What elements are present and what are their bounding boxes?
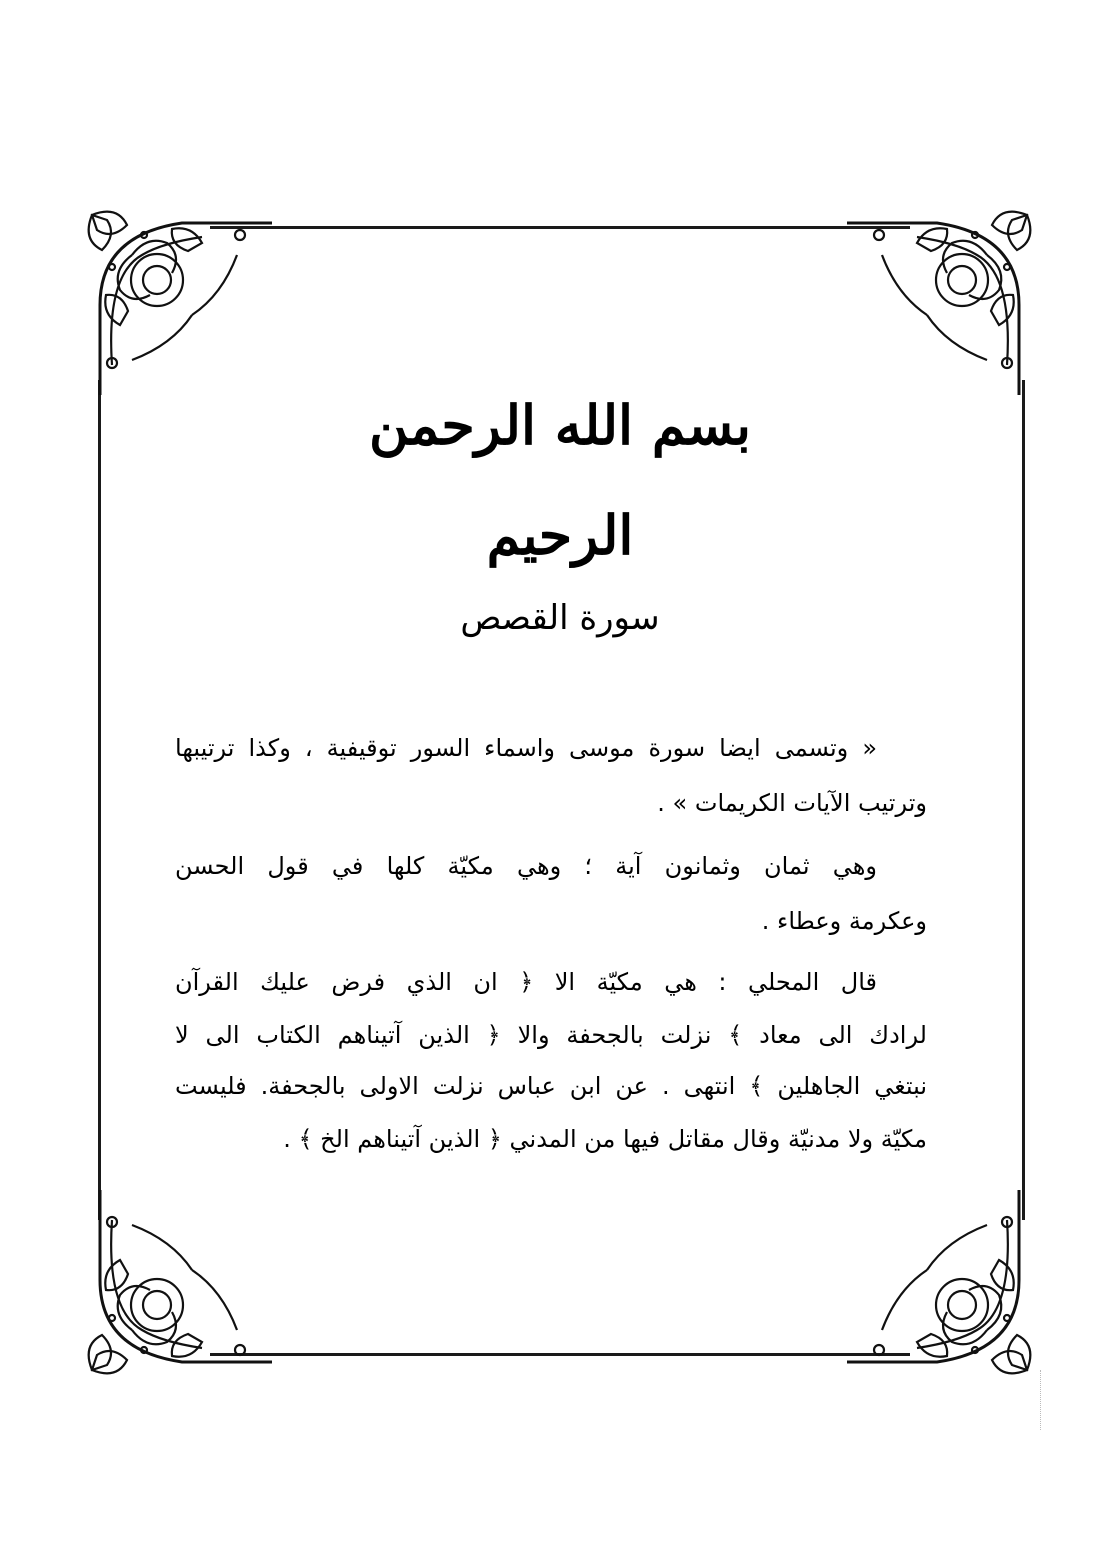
scan-artifact [1040, 1370, 1045, 1430]
basmala-calligraphy: بسم الله الرحمن الرحيم [369, 393, 751, 567]
text-line: وعكرمة وعطاء . [761, 907, 927, 935]
frame-border-left [98, 380, 101, 1220]
text-line: لرادك الى معاد ﴾ نزلت بالجحفة والا ﴿ الذين آتيناهم الكتاب الى لا [175, 1021, 927, 1049]
arabesque-corner-icon-bottom-left [72, 1190, 272, 1390]
arabesque-corner-icon-top-right [847, 195, 1047, 395]
arabesque-corner-icon-bottom-right [847, 1190, 1047, 1390]
text-line: قال المحلي : هي مكيّة الا ﴿ ان الذي فرض عليك القرآن [175, 968, 877, 996]
frame-border-bottom [210, 1353, 910, 1356]
text-line: مكيّة ولا مدنيّة وقال مقاتل فيها من المدني ﴿ الذين آتيناهم الخ ﴾ . [283, 1125, 927, 1153]
page-title: سورة القصص [460, 598, 660, 638]
text-line: « وتسمى ايضا سورة موسى واسماء السور توقيفية ، وكذا ترتيبها [175, 734, 877, 762]
frame-border-top [210, 226, 910, 229]
text-line: وترتيب الآيات الكريمات » . [657, 789, 927, 817]
arabesque-corner-icon-top-left [72, 195, 272, 395]
frame-border-right [1022, 380, 1025, 1220]
text-line: وهي ثمان وثمانون آية ؛ وهي مكيّة كلها في قول الحسن [175, 852, 877, 880]
text-line: نبتغي الجاهلين ﴾ انتهى . عن ابن عباس نزلت الاولى بالجحفة. فليست [175, 1072, 927, 1100]
